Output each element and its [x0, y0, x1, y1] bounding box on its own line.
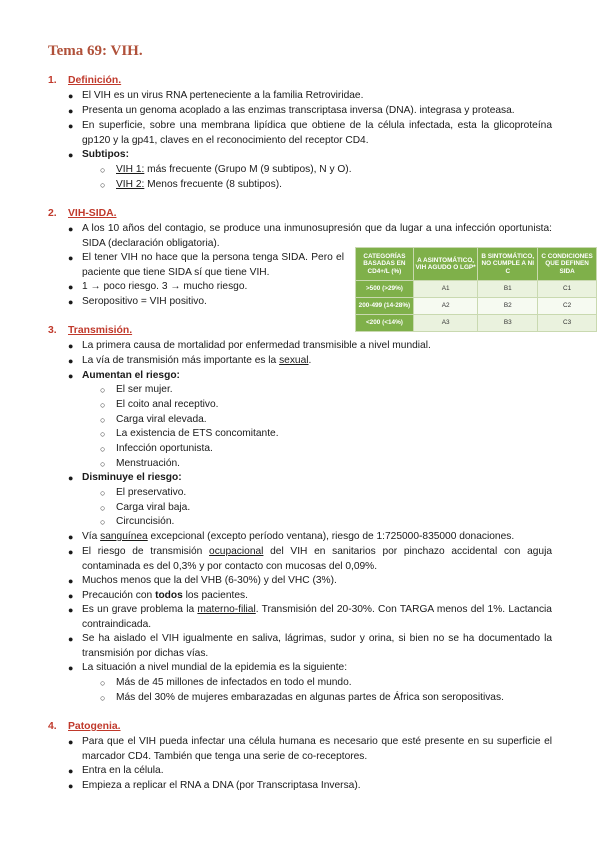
sub-list-item: ○ La existencia de ETS concomitante. [100, 428, 279, 439]
table-header-cell: CATEGORÍAS BASADAS EN CD4+/L (%) [356, 248, 414, 281]
table-cell: B1 [478, 281, 538, 298]
table-cell: 200-499 (14-28%) [356, 298, 414, 315]
sub-list-item: ○ Infección oportunista. [100, 443, 213, 454]
list-item: ● Entra en la célula. [68, 765, 164, 776]
cdc-classification-table [355, 247, 597, 332]
table-cell: C3 [538, 315, 597, 332]
sub-list-item: ○ El preservativo. [100, 487, 187, 498]
list-item: ● 1 → poco riesgo. 3 → mucho riesgo. [68, 281, 248, 292]
sub-list-item: ○ Circuncisión. [100, 516, 175, 527]
sub-list-item: ○ Carga viral baja. [100, 502, 191, 513]
list-item: ● Disminuye el riesgo: [68, 472, 182, 483]
list-item: ● Subtipos: [68, 149, 129, 160]
table-row [356, 315, 597, 332]
table-header-cell: C CONDICIONES QUE DEFINEN SIDA [538, 248, 597, 281]
sub-list-item: ○ Menstruación. [100, 458, 180, 469]
section-heading-vih-sida: 2. VIH-SIDA. [48, 208, 117, 219]
list-item: ● El VIH es un virus RNA perteneciente a la familia Retroviridae. [68, 90, 364, 101]
section-heading-definicion: 1. Definición. [48, 75, 122, 86]
table-header-row [356, 248, 597, 281]
table-cell: C1 [538, 281, 597, 298]
sub-list-item: ○ Más de 45 millones de infectados en todo el mundo. [100, 677, 352, 688]
list-item: ● Presenta un genoma acoplado a las enzimas transcriptasa inversa (DNA). integrasa y proteasa. [68, 105, 515, 116]
table-cell: <200 (<14%) [356, 315, 414, 332]
list-item: ● Se ha aislado el VIH igualmente en saliva, lágrimas, sudor y orina, si bien no se ha documentado la transmisión por dichas vías. [68, 633, 552, 659]
table-row [356, 298, 597, 315]
table-header-cell: A ASINTOMÁTICO, VIH AGUDO O LGP* [413, 248, 478, 281]
list-item: ● En superficie, sobre una membrana lipídica que obtiene de la célula infectada, esta la glicoproteína gp120 y la gp41, claves en el reconocimiento del receptor CD4. [68, 120, 552, 146]
section-heading-patogenia: 4. Patogenia. [48, 721, 121, 732]
list-item: ● La vía de transmisión más importante es la sexual. [68, 355, 312, 366]
page-title: Tema 69: VIH. [48, 43, 143, 59]
table-row [356, 281, 597, 298]
list-item: ● Precaución con todos los pacientes. [68, 590, 248, 601]
table-cell: B3 [478, 315, 538, 332]
list-item: ● Seropositivo = VIH positivo. [68, 296, 207, 307]
list-item: ● A los 10 años del contagio, se produce una inmunosupresión que da lugar a una infección oportunista: SIDA (declaración obligatoria). [68, 223, 552, 249]
section-heading-transmision: 3. Transmisión. [48, 325, 133, 336]
table-cell: C2 [538, 298, 597, 315]
list-item: ● Para que el VIH pueda infectar una célula humana es necesario que esté presente en su superficie el marcador CD4. También que tenga una serie de co-receptores. [68, 736, 552, 762]
list-item: ● Vía sanguínea excepcional (excepto período ventana), riesgo de 1:725000-835000 donaciones. [68, 531, 515, 542]
sub-list-item: ○ El coito anal receptivo. [100, 399, 219, 410]
sub-list-item: ○ El ser mujer. [100, 384, 173, 395]
list-item: ● Aumentan el riesgo: [68, 370, 180, 381]
table-header-cell: B SINTOMÁTICO, NO CUMPLE A NI C [478, 248, 538, 281]
list-item: ● La primera causa de mortalidad por enfermedad transmisible a nivel mundial. [68, 340, 431, 351]
sub-list-item: ○ Carga viral elevada. [100, 414, 207, 425]
table-cell: B2 [478, 298, 538, 315]
list-item: ● El tener VIH no hace que la persona tenga SIDA. Pero el paciente que tiene SIDA sí que tiene VIH. [68, 252, 344, 278]
list-item: ● La situación a nivel mundial de la epidemia es la siguiente: [68, 662, 348, 673]
sub-list-item: ○ VIH 2: Menos frecuente (8 subtipos). [100, 179, 282, 190]
sub-list-item: ○ Más del 30% de mujeres embarazadas en algunas partes de África son seropositivas. [100, 692, 504, 703]
table-cell: A1 [413, 281, 478, 298]
list-item: ● Empieza a replicar el RNA a DNA (por Transcriptasa Inversa). [68, 780, 361, 791]
list-item: ● Muchos menos que la del VHB (6-30%) y del VHC (3%). [68, 575, 337, 586]
table-cell: A2 [413, 298, 478, 315]
list-item: ● Es un grave problema la materno-filial. Transmisión del 20-30%. Con TARGA menos del 1%. Lactancia contraindicada. [68, 604, 552, 630]
list-item: ● El riesgo de transmisión ocupacional del VIH en sanitarios por pinchazo accidental con aguja contaminada es del 0,3% y por contacto con mucosas del 0,09%. [68, 546, 552, 572]
table-cell: >500 (>29%) [356, 281, 414, 298]
sub-list-item: ○ VIH 1: más frecuente (Grupo M (9 subtipos), N y O). [100, 164, 352, 175]
table-cell: A3 [413, 315, 478, 332]
